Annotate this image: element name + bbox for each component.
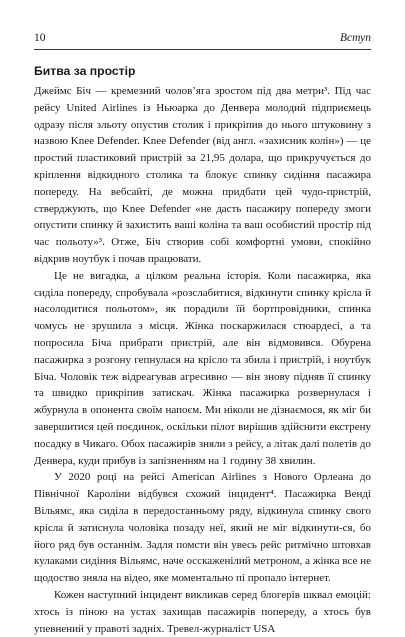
header-rule xyxy=(34,49,371,50)
page-number: 10 xyxy=(34,32,46,44)
paragraph: Кожен наступний інцидент викликав серед блогерів шквал емоцій: хтось із піною на устах захищав пасажирів попереду, а хтось був упевнений у правоті задніх. Тревел-журналіст USA xyxy=(34,588,371,635)
section-title: Битва за простір xyxy=(34,64,136,78)
paragraph: Джеймс Біч — кремезний чоловʼяга зростом під два метри³. Під час рейсу United Airlines із Ньюарка до Денвера молодий підприємець одразу після зльоту опустив столик і прикріпив до нього штуковину з назвою Knee Defender. Knee Defender (від англ. «захисник колін») — це простий пластиковий пристрій за 21,95 долара, що прикручується до кріплення відкидного столика та блокує спинку сидіння пасажира попереду. На вебсайті, де можна придбати цей чудо-пристрій, стверджують, що Knee Defender «не дасть пасажиру попереду змоги опустити спинку й захистить ваші коліна та ваш особистий простір під час польоту»³. Отже, Біч створив собі комфортні умови, спокійно відкрив ноутбук і почав працювати. xyxy=(34,85,371,265)
paragraph: Це не вигадка, а цілком реальна історія. Коли пасажирка, яка сиділа попереду, спробувала «розслабитися, відкинути спинку крісла й насолодитися польотом», як порадили їй бортпровідники, спинка чомусь не зрушила з місця. Жінка поскаржилася стюардесі, а та попросила Біча прибрати пристрій, але він відмовився. Обурена пасажирка з розгону гепнулася на крісло та збила і пристрій, і ноутбук Біча. Чоловік теж відреагував агресивно — він знову підняв її спинку та швидко прикріпив затискач. Жінка пасажирка розвернулася і жбурнула в опонента своїм напоєм. Ми ніколи не дізнаємося, як міг би завершитися цей поєдинок, оскільки пілот вирішив здійснити екстрену посадку в Чикаго. Обох пасажирів зняли з рейсу, а літак далі полетів до Денвера, куди прибув із запізненням на 1 годину 38 хвилин. xyxy=(34,269,371,467)
chapter-title: Вступ xyxy=(339,32,371,44)
body-text xyxy=(34,83,371,637)
paragraph: У 2020 році на рейсі American Airlines з Нового Орлеана до Північної Кароліни відбувся схожий інцидент⁴. Пасажирка Венді Вільямс, яка сиділа в передостанньому ряду, відкинула спинку свого крісла й затиснула чоловіка позаду неї, який не міг відкинути-ся, бо його ряд був останнім. Задля помсти він увесь рейс ритмічно штовхав кулаками сидіння Вільямс, наче осскаженілий метроном, а жінка все не щодоство зняла на відео, яке моментально пі пропало інтернет. xyxy=(34,471,371,585)
running-head xyxy=(34,30,371,46)
